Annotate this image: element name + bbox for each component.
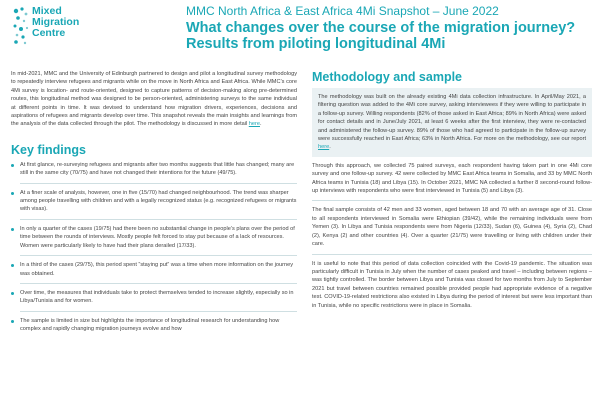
logo-text <box>32 6 79 39</box>
key-finding-item <box>11 161 297 178</box>
key-finding-item <box>11 289 297 306</box>
key-finding-item <box>11 225 297 250</box>
divider <box>312 200 592 201</box>
divider <box>20 255 297 256</box>
divider <box>312 254 592 255</box>
methodology-report-link[interactable]: here <box>318 144 330 151</box>
bullet-icon <box>11 292 14 295</box>
key-finding-text: Over time, the measures that individuals take to protect themselves tended to increase slightly, especially so in Libya/Tunisia and for women. <box>20 289 294 305</box>
key-finding-text: At first glance, re-surveying refugees and migrants after two months suggests that little has changed; many are still in the same city (70/75) and have not changed their intentions for the future (49/75). <box>20 161 295 177</box>
methodology-box-paragraph: The methodology was built on the already existing 4Mi data collection infrastructure. In April/May 2021, a filtering question was added to the 4Mi core survey, asking interviewees if they were willing to participate in a follow-up survey. Willing respondents (82% of those asked in East Africa; 89% in North Africa) were asked for contact details and in June/July 2021, at least 6 weeks after the first interview, they were re-contacted and administered the follow-up survey. 89% of those who had agreed to participate in the follow-up survey were successfully reached in East Africa; 63% in North Africa. For more on the methodology, see our report here. <box>318 94 586 151</box>
key-findings-title: Key findings <box>11 142 87 157</box>
intro-text: In mid-2021, MMC and the University of Edinburgh partnered to design and pilot a longitudinal survey methodology to repeatedly interview refugees and migrants while on the move in North Africa and East Africa. While MMC’s core 4Mi survey is location- and route-oriented, designed to capture patterns of decision-making along pre-determined routes, this longitudinal method was designed to be person-oriented, administering surveys to the same individual at different points in time. It was devised to understand how migration drivers, experiences, decisions and aspirations of refugees and migrants develop over time. This snapshot reveals the main insights and learnings from the analysis of the data collected through the pilot. The methodology is discussed in more detail <box>11 71 297 128</box>
intro-link[interactable]: here <box>248 121 260 128</box>
divider <box>20 283 297 284</box>
divider <box>20 219 297 220</box>
logo-line-2: Migration <box>32 16 80 28</box>
key-finding-item <box>11 189 297 214</box>
methodology-paragraph: The final sample consists of 42 men and 33 women, aged between 18 and 70 with an average age of 31. Close to all respondents interviewed in Somalia were Ethiopian (39/42), while the remaining individuals were from Yemen (3). In Libya and Tunisia respondents were from Nigeria (12/33), Sudan (6), Guinea (4), Syria (2), Chad (2), Kenya (2) and other countries (4). Over a quarter (21/75) were travelling or living with children under their care. <box>312 207 592 248</box>
methodology-paragraph: It is useful to note that this period of data collection coincided with the Covid-19 pandemic. The situation was particularly difficult in Tunisia in July when the number of cases peaked and travel – including between regions – was tightly controlled. The border between Libya and Tunisia was closed for two months from July to September 2021 but travel between countries remained possible provided people had appropriate evidence of a negative test. COVID-19-related restrictions also existed in Libya during the period of interest but were less important than in Tunisia, while no specific restrictions were in place in Somalia. <box>312 260 592 309</box>
bullet-icon <box>11 264 14 267</box>
key-finding-text: At a finer scale of analysis, however, one in five (15/70) had changed neighbourhood. The trend was sharper among people travelling with children and with a legally recognized status (e.g. recognized refugees or migrants with visas). <box>20 189 297 213</box>
logo-line-3: Centre <box>32 27 66 39</box>
logo-line-1: Mixed <box>32 5 62 17</box>
logo <box>12 6 132 54</box>
bullet-icon <box>11 192 14 195</box>
key-finding-text: In a third of the cases (29/75), this period spent “staying put” was a time when more information on the journey was obtained. <box>20 262 293 277</box>
divider <box>20 183 297 184</box>
bullet-icon <box>11 228 14 231</box>
left-column <box>11 70 297 339</box>
bullet-icon <box>11 320 14 323</box>
divider <box>20 311 297 312</box>
methodology-paragraph: Through this approach, we collected 75 paired surveys, each respondent having taken part in one 4Mi core survey and one follow-up survey. 42 were collected by MMC East Africa teams in Somalia, and 33 by MMC North Africa teams in Tunisia (18) and Libya (15). In October 2021, MMC NA collected a further 8 second-round follow-up interviews with respondents who were first interviewed in Tunisia (5) and Libya (3). <box>312 162 592 195</box>
key-finding-text: In only a quarter of the cases (19/75) had there been no substantial change in people’s plans over the period of time between the rounds of interviews. Mostly people felt forced to stay put because of a lack of resources. Women were particularly likely to have had their plans derailed (17/33). <box>20 225 295 249</box>
page-title: What changes over the course of the migration journey? Results from piloting longitudinal 4Mi <box>186 20 576 52</box>
snapshot-label: MMC North Africa & East Africa 4Mi Snapshot – June 2022 <box>186 4 499 18</box>
right-column <box>312 70 592 310</box>
methodology-box-text: The methodology was built on the already existing 4Mi data collection infrastructure. In April/May 2021, a filtering question was added to the 4Mi core survey, asking interviewees if they were willing to participate in a follow-up survey. Willing respondents (82% of those asked in East Africa; 89% in North Africa) were asked for contact details and in June/July 2021, at least 6 weeks after the first interview, they were re-contacted and administered the follow-up survey. 89% of those who had agreed to participate in the follow-up survey were successfully reached in East Africa; 63% in North Africa. For more on the methodology, see our report <box>318 94 586 143</box>
key-finding-item <box>11 317 297 334</box>
methodology-title: Methodology and sample <box>312 70 463 84</box>
logo-dots-icon <box>12 6 30 46</box>
key-findings-list <box>11 161 297 334</box>
methodology-box <box>312 88 592 157</box>
key-finding-item <box>11 261 297 278</box>
key-finding-text: The sample is limited in size but highlights the importance of longitudinal research for understanding how complex and rapidly changing migration journeys evolve and how <box>20 317 280 333</box>
bullet-icon <box>11 164 14 167</box>
intro-paragraph: In mid-2021, MMC and the University of Edinburgh partnered to design and pilot a longitudinal survey methodology to repeatedly interview refugees and migrants while on the move in North Africa and East Africa. While MMC’s core 4Mi survey is location- and route-oriented, designed to capture patterns of decision-making along pre-determined routes, this longitudinal method was designed to be person-oriented, administering surveys to the same individual at different points in time. It was devised to understand how migration drivers, experiences, decisions and aspirations of refugees and migrants develop over time. This snapshot reveals the main insights and learnings from the analysis of the data collected through the pilot. The methodology is discussed in more detail here. <box>11 71 297 128</box>
